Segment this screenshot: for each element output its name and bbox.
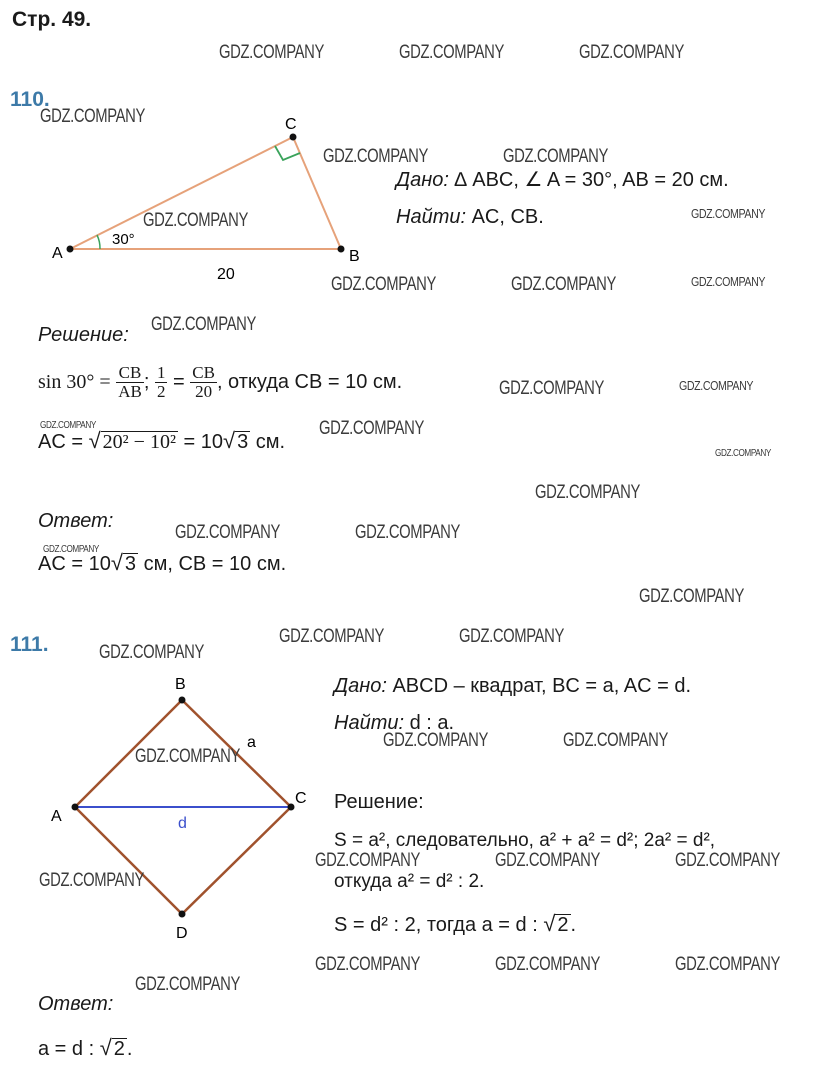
watermark: GDZ.COMPANY bbox=[279, 626, 384, 647]
watermark: GDZ.COMPANY bbox=[399, 42, 504, 63]
side-label: a bbox=[247, 734, 256, 751]
triangle-figure bbox=[0, 100, 380, 300]
watermark: GDZ.COMPANY bbox=[383, 730, 488, 751]
task-110-number: 110. bbox=[10, 88, 50, 111]
watermark: GDZ.COMPANY bbox=[39, 870, 144, 891]
solution-111-line2: откуда a² = d² : 2. bbox=[334, 871, 485, 892]
watermark: GDZ.COMPANY bbox=[331, 274, 436, 295]
sqrt-sign: √ bbox=[543, 911, 556, 936]
given-text: ABCD – квадрат, BC = a, AC = d. bbox=[392, 675, 692, 697]
label-c: C bbox=[295, 790, 307, 807]
watermark: GDZ.COMPANY bbox=[40, 420, 96, 431]
watermark: GDZ.COMPANY bbox=[175, 522, 280, 543]
watermark: GDZ.COMPANY bbox=[495, 850, 600, 871]
watermark: GDZ.COMPANY bbox=[639, 586, 744, 607]
sin-expression: sin 30° = bbox=[38, 370, 111, 393]
label-b: B bbox=[349, 248, 360, 265]
find-text: d : a. bbox=[409, 712, 455, 734]
point-a bbox=[67, 246, 74, 253]
side-ac bbox=[70, 137, 293, 249]
side-da bbox=[75, 807, 182, 914]
sqrt-sign: √ bbox=[88, 428, 101, 453]
given-text: ∆ ABC, ∠ A = 30°, AB = 20 см. bbox=[454, 169, 729, 191]
watermark: GDZ.COMPANY bbox=[315, 850, 420, 871]
watermark: GDZ.COMPANY bbox=[503, 146, 608, 167]
sqrt-radicand: 20² − 10² bbox=[102, 431, 176, 453]
watermark: GDZ.COMPANY bbox=[135, 746, 240, 767]
answer-110: AC = 10√ 3 см, CB = 10 см. bbox=[38, 550, 287, 575]
watermark: GDZ.COMPANY bbox=[135, 974, 240, 995]
page-number: Стр. 49. bbox=[12, 8, 92, 31]
label-a: A bbox=[51, 808, 62, 825]
point-b bbox=[179, 697, 186, 704]
watermark: GDZ.COMPANY bbox=[679, 378, 754, 393]
answer-label-111: Ответ: bbox=[38, 993, 114, 1015]
solution-110-line2: AC = √ 20² − 10² = 10√ 3 см. bbox=[38, 428, 286, 453]
square-figure bbox=[0, 670, 330, 950]
watermark: GDZ.COMPANY bbox=[579, 42, 684, 63]
given-110 bbox=[396, 167, 729, 192]
watermark: GDZ.COMPANY bbox=[691, 274, 766, 289]
fraction-1-2: $\frac{1}{2}$ bbox=[156, 363, 166, 401]
watermark: GDZ.COMPANY bbox=[151, 314, 256, 335]
right-angle-mark bbox=[275, 146, 300, 160]
sqrt-sign: √ bbox=[99, 1035, 112, 1060]
given-label: Дано: bbox=[334, 675, 387, 697]
watermark: GDZ.COMPANY bbox=[563, 730, 668, 751]
watermark: GDZ.COMPANY bbox=[511, 274, 616, 295]
watermark: GDZ.COMPANY bbox=[675, 954, 780, 975]
line1-tail: , откуда CB = 10 см. bbox=[216, 370, 403, 393]
fraction-cb-ab: $\frac{CB}{AB}$ bbox=[118, 363, 142, 401]
watermark: GDZ.COMPANY bbox=[495, 954, 600, 975]
find-110 bbox=[396, 206, 544, 229]
task-111-number: 111. bbox=[10, 633, 49, 656]
solution-111-line3: S = d² : 2, тогда a = d : √ 2 . bbox=[334, 911, 577, 936]
angle-label: 30° bbox=[112, 231, 135, 248]
watermark: GDZ.COMPANY bbox=[43, 544, 99, 555]
watermark: GDZ.COMPANY bbox=[323, 146, 428, 167]
label-b: B bbox=[175, 676, 186, 693]
answer-111: a = d : √ 2 . bbox=[38, 1035, 133, 1060]
fraction-cb-20: $\frac{CB}{20}$ bbox=[192, 363, 215, 401]
point-c bbox=[290, 134, 297, 141]
watermark: GDZ.COMPANY bbox=[691, 206, 766, 221]
label-c: C bbox=[285, 116, 297, 133]
angle-a-arc bbox=[97, 235, 100, 249]
solution-label-110: Решение: bbox=[38, 324, 129, 346]
label-a: A bbox=[52, 245, 63, 262]
find-text: AC, CB. bbox=[471, 206, 544, 228]
diagonal-label: d bbox=[178, 815, 187, 832]
given-label: Дано: bbox=[396, 169, 449, 191]
label-d: D bbox=[176, 925, 188, 942]
point-c bbox=[288, 804, 295, 811]
sqrt-sign: √ bbox=[223, 428, 236, 453]
solution-110-line1: sin 30° = $\frac{CB}{AB}$ ; $\frac{1}{2}$ = $\frac{CB}{20}$ , откуда CB = 10 см. bbox=[38, 363, 403, 401]
point-b bbox=[338, 246, 345, 253]
watermark: GDZ.COMPANY bbox=[143, 210, 248, 231]
answer-label-110: Ответ: bbox=[38, 510, 114, 532]
find-label: Найти: bbox=[334, 712, 405, 734]
watermark: GDZ.COMPANY bbox=[99, 642, 204, 663]
watermark: GDZ.COMPANY bbox=[459, 626, 564, 647]
watermark: GDZ.COMPANY bbox=[535, 482, 640, 503]
watermark: GDZ.COMPANY bbox=[355, 522, 460, 543]
solution-label-111: Решение: bbox=[334, 791, 424, 813]
side-cd bbox=[182, 807, 291, 914]
sqrt-sign: √ bbox=[110, 550, 123, 575]
watermark: GDZ.COMPANY bbox=[499, 378, 604, 399]
watermark: GDZ.COMPANY bbox=[675, 850, 780, 871]
solution-111-line1: S = a², следовательно, a² + a² = d²; 2a² = d², bbox=[334, 830, 716, 851]
side-ab-length: 20 bbox=[217, 266, 235, 283]
watermark: GDZ.COMPANY bbox=[319, 418, 424, 439]
point-a bbox=[72, 804, 79, 811]
watermark: GDZ.COMPANY bbox=[219, 42, 324, 63]
watermark: GDZ.COMPANY bbox=[715, 448, 771, 459]
point-d bbox=[179, 911, 186, 918]
given-111 bbox=[334, 675, 691, 698]
watermark: GDZ.COMPANY bbox=[315, 954, 420, 975]
watermark: GDZ.COMPANY bbox=[40, 106, 145, 127]
find-label: Найти: bbox=[396, 206, 467, 228]
